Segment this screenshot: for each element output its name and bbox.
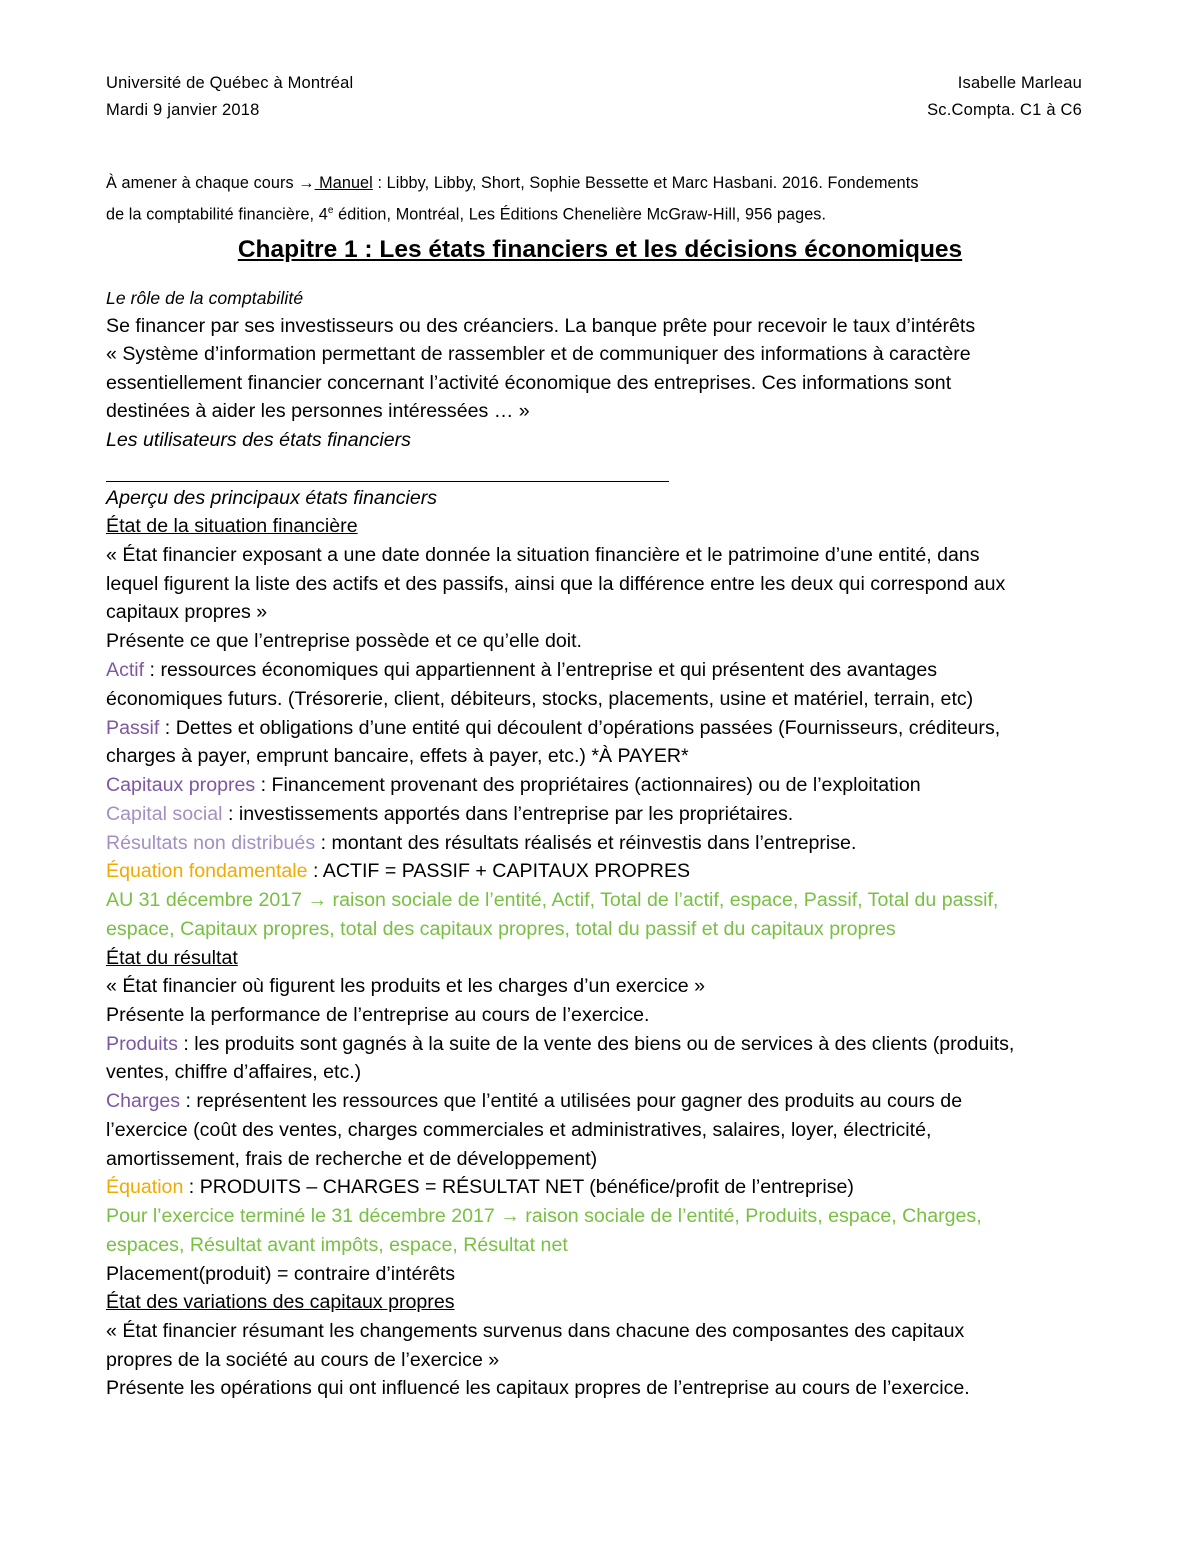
example-resultat-line2: espaces, Résultat avant impôts, espace, Résultat net xyxy=(106,1234,568,1256)
header-institution: Université de Québec à Montréal xyxy=(106,74,354,92)
term-actif: Actif xyxy=(106,659,145,681)
definition-produits: Produits : les produits sont gagnés à la suite de la vente des biens ou de services à des clients (produits, xyxy=(106,1033,1015,1055)
paragraph-line: ventes, chiffre d’affaires, etc.) xyxy=(106,1061,362,1083)
term-equation-fondamentale: Équation fondamentale xyxy=(106,860,308,882)
paragraph-line: lequel figurent la liste des actifs et des passifs, ainsi que la différence entre les deux qui correspond aux xyxy=(106,573,1006,595)
paragraph-line: amortissement, frais de recherche et de développement) xyxy=(106,1148,598,1170)
term-capitaux-propres: Capitaux propres xyxy=(106,774,256,796)
paragraph-line: « État financier exposant a une date donnée la situation financière et le patrimoine d’une entité, dans xyxy=(106,544,980,566)
paragraph-line: capitaux propres » xyxy=(106,601,268,623)
definition-resultats-non-distribues: Résultats non distribués : montant des résultats réalisés et réinvestis dans l’entreprise. xyxy=(106,832,857,854)
textbook-reference-line1 xyxy=(106,169,919,197)
example-situation-line2: espace, Capitaux propres, total des capitaux propres, total du passif et du capitaux propres xyxy=(106,918,896,940)
horizontal-rule xyxy=(106,481,669,482)
paragraph-line: Placement(produit) = contraire d’intérêts xyxy=(106,1263,456,1285)
paragraph-line: l’exercice (coût des ventes, charges commerciales et administratives, salaires, loyer, électricité, xyxy=(106,1119,932,1141)
term-charges: Charges xyxy=(106,1090,181,1112)
heading-situation-financiere: État de la situation financière xyxy=(106,515,358,537)
equation-fondamentale: Équation fondamentale : ACTIF = PASSIF + CAPITAUX PROPRES xyxy=(106,860,691,882)
bring-label: À amener à chaque cours xyxy=(106,174,299,192)
reference-text: : Libby, Libby, Short, Sophie Bessette et Marc Hasbani. 2016. Fondements xyxy=(372,174,919,192)
definition-capital-social: Capital social : investissements apportés dans l’entreprise par les propriétaires. xyxy=(106,803,794,825)
term-produits: Produits xyxy=(106,1033,178,1055)
definition-passif: Passif : Dettes et obligations d’une entité qui découlent d’opérations passées (Fournisseurs, créditeurs, xyxy=(106,717,1001,739)
paragraph-line: « État financier résumant les changements survenus dans chacune des composantes des capitaux xyxy=(106,1320,965,1342)
paragraph-line: « État financier où figurent les produits et les charges d’un exercice » xyxy=(106,975,706,997)
paragraph-line: économiques futurs. (Trésorerie, client, débiteurs, stocks, placements, usine et matériel, terrain, etc) xyxy=(106,688,974,710)
paragraph-line: essentiellement financier concernant l’activité économique des entreprises. Ces informations sont xyxy=(106,372,952,394)
term-passif: Passif xyxy=(106,717,160,739)
definition-charges: Charges : représentent les ressources que l’entité a utilisées pour gagner des produits au cours de xyxy=(106,1090,963,1112)
header-author: Isabelle Marleau xyxy=(957,74,1082,92)
paragraph-line: charges à payer, emprunt bancaire, effets à payer, etc.) *À PAYER* xyxy=(106,745,689,767)
section-heading-overview: Aperçu des principaux états financiers xyxy=(106,487,438,509)
arrow-right-icon: → xyxy=(298,174,315,192)
paragraph-line: Présente les opérations qui ont influencé les capitaux propres de l’entreprise au cours de l’exercice. xyxy=(106,1377,970,1399)
manuel-label: Manuel xyxy=(314,174,373,192)
term-capital-social: Capital social xyxy=(106,803,223,825)
definition-actif: Actif : ressources économiques qui appartiennent à l’entreprise et qui présentent des avantages xyxy=(106,659,938,681)
term-equation: Équation xyxy=(106,1176,184,1198)
paragraph-line: propres de la société au cours de l’exercice » xyxy=(106,1349,500,1371)
header-date: Mardi 9 janvier 2018 xyxy=(106,101,260,119)
arrow-right-icon: → xyxy=(500,1205,520,1227)
definition-capitaux-propres: Capitaux propres : Financement provenant des propriétaires (actionnaires) ou de l’exploitation xyxy=(106,774,921,796)
paragraph-line: Se financer par ses investisseurs ou des créanciers. La banque prête pour recevoir le taux d’intérêts xyxy=(106,315,976,337)
paragraph-line: Présente la performance de l’entreprise au cours de l’exercice. xyxy=(106,1004,650,1026)
textbook-reference-line2: de la comptabilité financière, 4e édition, Montréal, Les Éditions Chenelière McGraw-Hill, 956 pages. xyxy=(106,205,827,224)
paragraph-line: « Système d’information permettant de rassembler et de communiquer des informations à caractère xyxy=(106,343,971,365)
section-heading-users: Les utilisateurs des états financiers xyxy=(106,429,411,451)
equation-resultat: Équation : PRODUITS – CHARGES = RÉSULTAT NET (bénéfice/profit de l’entreprise) xyxy=(106,1176,854,1198)
arrow-right-icon: → xyxy=(307,889,328,911)
paragraph-line: Présente ce que l’entreprise possède et ce qu’elle doit. xyxy=(106,630,582,652)
heading-variations-capitaux-propres: État des variations des capitaux propres xyxy=(106,1291,455,1313)
chapter-title: Chapitre 1 : Les états financiers et les décisions économiques xyxy=(237,236,963,263)
heading-etat-du-resultat: État du résultat xyxy=(106,947,238,969)
header-course: Sc.Compta. C1 à C6 xyxy=(927,101,1082,119)
example-situation-line1: AU 31 décembre 2017 → raison sociale de l’entité, Actif, Total de l’actif, espace, Passif, Total du passif, xyxy=(106,889,999,911)
term-resultats-non-distribues: Résultats non distribués xyxy=(106,832,316,854)
example-resultat-line1: Pour l’exercice terminé le 31 décembre 2017 → raison sociale de l’entité, Produits, espace, Charges, xyxy=(106,1205,982,1227)
paragraph-line: destinées à aider les personnes intéressées … » xyxy=(106,400,530,422)
section-heading-role: Le rôle de la comptabilité xyxy=(106,288,304,308)
